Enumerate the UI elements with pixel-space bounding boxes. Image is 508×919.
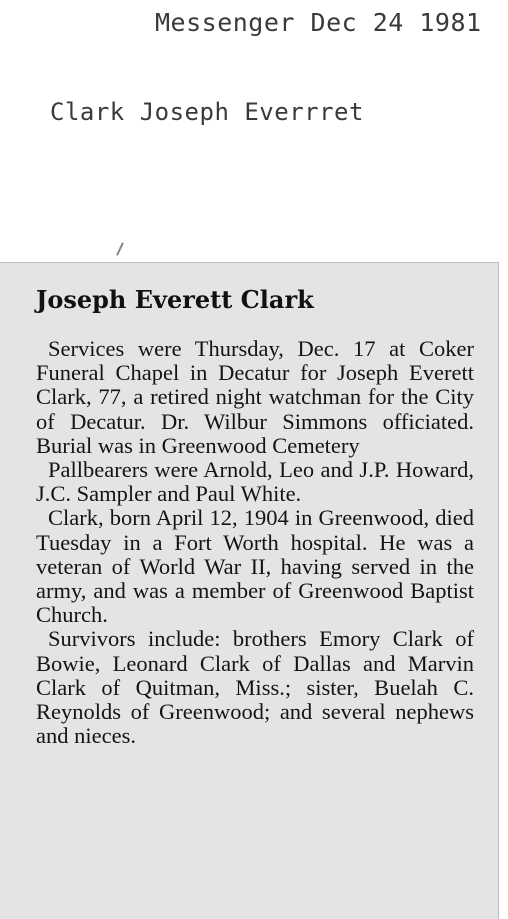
pen-mark xyxy=(116,242,124,256)
obituary-body xyxy=(36,337,474,748)
biography-paragraph: Clark, born April 12, 1904 in Greenwood, died Tuesday in a Fort Worth hospital. He was a veteran of World War II, having served in the army, and was a member of Greenwood Baptist Church. xyxy=(36,505,474,628)
obituary-headline: Joseph Everett Clark xyxy=(36,285,314,314)
services-paragraph: Services were Thursday, Dec. 17 at Coker Funeral Chapel in Decatur for Joseph Everett Clark, 77, a retired night watchman for the City of Decatur. Dr. Wilbur Simmons officiated. Burial was in Greenwood Cemetery xyxy=(36,336,474,458)
newspaper-clipping xyxy=(0,262,499,919)
pallbearers-paragraph: Pallbearers were Arnold, Leo and J.P. Howard, J.C. Sampler and Paul White. xyxy=(36,457,474,507)
name-annotation: Clark Joseph Everrret xyxy=(50,98,364,126)
survivors-paragraph: Survivors include: brothers Emory Clark of Bowie, Leonard Clark of Dallas and Marvin Clark of Quitman, Miss.; sister, Buelah C. Reynolds of Greenwood; and several nephews and nieces. xyxy=(36,626,474,749)
source-date-annotation: Messenger Dec 24 1981 xyxy=(155,8,482,37)
